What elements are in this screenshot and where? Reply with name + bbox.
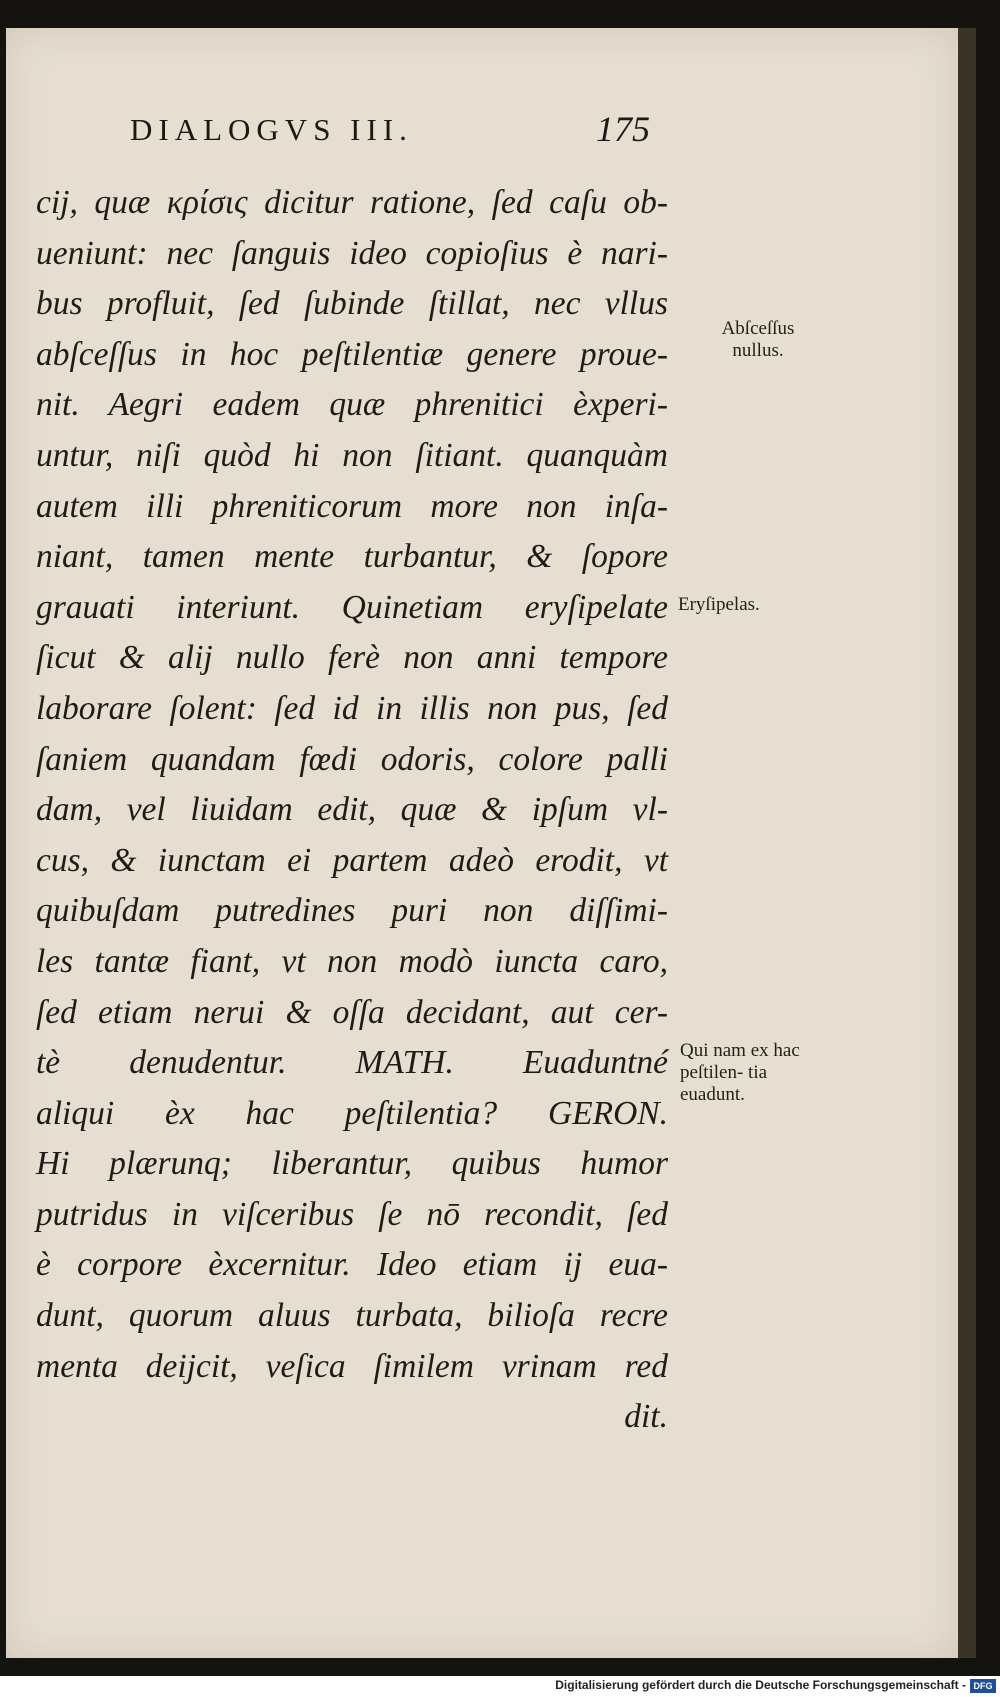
text-line: abſceſſus in hoc peſtilentiæ genere proue- [36,335,668,373]
text-line: quibuſdam putredines puri non diſſimi- [36,892,668,930]
digitization-credit: Digitalisierung gefördert durch die Deutsche Forschungsgemeinschaft - [555,1678,966,1692]
text-line: laborare ſolent: ſed id in illis non pus, ſed [36,689,668,727]
text-line: è corpore èxcernitur. Ideo etiam ij eua- [36,1246,668,1284]
dfg-logo: DFG [970,1679,996,1693]
text-line: putridus in viſceribus ſe nō recondit, ſed [36,1195,668,1233]
text-line: Hi plærunq; liberantur, quibus humor [36,1145,668,1183]
text-line: untur, niſi quòd hi non ſitiant. quanquàm [36,436,668,474]
text-line: cij, quæ κρίσις dicitur ratione, ſed caſu ob- [36,184,668,221]
text-line: cus, & iunctam ei partem adeò erodit, vt [36,841,668,879]
text-line: ſed etiam nerui & oſſa decidant, aut cer- [36,993,668,1031]
text-line: aliqui èx hac peſtilentia? GERON. [36,1094,668,1132]
text-line: ſaniem quandam fœdi odoris, colore palli [36,740,668,778]
margin-note-abscessus: Abſceſſus nullus. [721,318,795,361]
text-line: dit. [624,1398,668,1436]
page-edge [958,28,976,1658]
text-line: nit. Aegri eadem quæ phrenitici èxperi- [36,386,668,424]
text-line: ueniunt: nec ſanguis ideo copioſius è nari- [36,234,668,272]
text-line: tè denudentur. MATH. Euaduntné [36,1044,668,1082]
text-line: niant, tamen mente turbantur, & ſopore [36,538,668,576]
text-line: dam, vel liuidam edit, quæ & ipſum vl- [36,791,668,829]
text-line: menta deijcit, veſica ſimilem vrinam red [36,1347,668,1385]
margin-note-erysipelas: Eryſipelas. [678,594,760,615]
running-head: DIALOGVS III. [130,112,413,147]
text-line: les tantæ fiant, vt non modò iuncta caro, [36,942,668,980]
page-number: 175 [596,109,650,149]
page-header [130,109,650,162]
margin-note-qui-nam: Qui nam ex hac peſtilen- tia euadunt. [680,1040,800,1105]
footer-bar [0,1676,1000,1697]
text-line: grauati interiunt. Quinetiam eryſipelate [36,588,668,626]
body-text [36,178,668,1443]
text-line: dunt, quorum aluus turbata, bilioſa recre [36,1297,668,1335]
text-line: bus profluit, ſed ſubinde ſtillat, nec vllus [36,285,668,323]
text-line: ſicut & alij nullo ferè non anni tempore [36,639,668,677]
text-line: autem illi phreniticorum more non inſa- [36,487,668,525]
